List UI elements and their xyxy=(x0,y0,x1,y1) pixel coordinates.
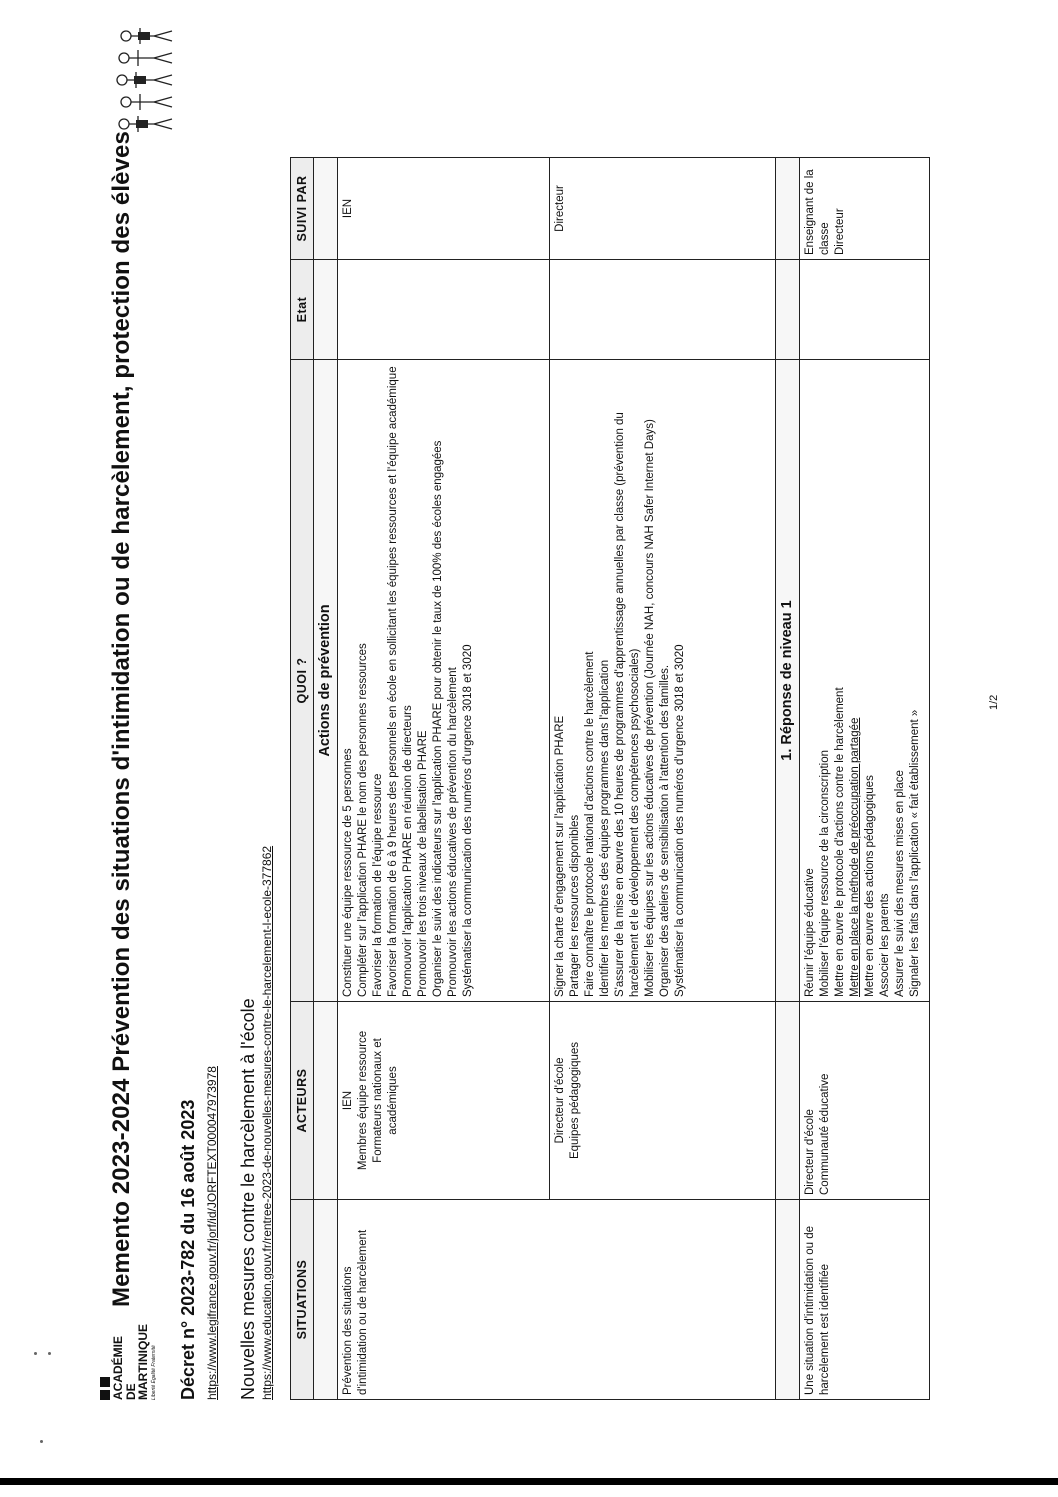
logo-motto: Liberté Égalité Fraternité xyxy=(150,1345,157,1400)
page-number: 1/2 xyxy=(988,694,1000,710)
header-situations: SITUATIONS xyxy=(291,1200,314,1400)
section-title-niveau1: 1. Réponse de niveau 1 xyxy=(776,360,800,1002)
situation-cell: Prévention des situations d'intimidation ou de harcèlement xyxy=(338,1200,776,1400)
action-item: Systématiser la communication des numéros d'urgence 3018 et 3020 xyxy=(461,644,474,997)
action-item: Signaler les faits dans l'application « fait établissement » xyxy=(908,709,921,997)
action-item: Compléter sur l'application PHARE le nom des personnes ressources xyxy=(357,643,370,997)
acteur: Membres équipe ressource xyxy=(357,1030,370,1171)
etat-cell xyxy=(799,260,929,360)
header-etat: Etat xyxy=(291,260,314,360)
memento-table xyxy=(290,157,930,1400)
scan-dot xyxy=(40,1440,43,1443)
action-item: Promouvoir les trois niveaux de labellisation PHARE xyxy=(416,730,429,997)
action-item: Mobiliser les équipes sur les actions éducatives de prévention (Journée NAH, concours NAH Safer Internet Days) xyxy=(643,419,656,997)
suivi-cell: Directeur xyxy=(550,158,776,260)
children-illustration-icon xyxy=(114,18,176,136)
situation-cell: Une situation d'intimidation ou de harcèlement est identifiée xyxy=(799,1200,929,1400)
action-item: Organiser des ateliers de sensibilisation à l'attention des familles. xyxy=(658,664,671,997)
table-header-row xyxy=(291,158,314,1400)
action-item: Signer la charte d'engagement sur l'application PHARE xyxy=(554,715,567,997)
action-item: Promouvoir les actions éducatives de prévention du harcèlement xyxy=(446,667,459,997)
action-item: Partager les ressources disponibles xyxy=(569,814,582,997)
action-item: Associer les parents xyxy=(878,893,891,997)
action-item: Organiser le suivi des indicateurs sur l'application PHARE pour obtenir le taux de 100% des écoles engagées xyxy=(431,440,444,997)
action-item: S'assurer de la mise en œuvre des 10 heures de programmes d'apprentissage annuelles par classe (prévention du harcèlement et le développement des compétences psychosociales) xyxy=(613,412,641,997)
scan-band xyxy=(0,1478,1058,1485)
decree-reference: Décret n° 2023-782 du 16 août 2023 xyxy=(178,1099,198,1400)
quoi-cell xyxy=(550,360,776,1002)
acteur: IEN xyxy=(342,1090,355,1111)
acteurs-cell xyxy=(338,1002,550,1200)
section-row xyxy=(314,158,338,1400)
quoi-cell xyxy=(338,360,550,1002)
page-title: Memento 2023-2024 Prévention des situations d'intimidation ou de harcèlement, protection des élèves xyxy=(108,131,135,1307)
action-item: Réunir l'équipe éducative xyxy=(803,868,816,997)
section-title-prevention: Actions de prévention xyxy=(314,360,338,1002)
acteur: Equipes pédagogiques xyxy=(569,1041,582,1160)
action-item: Faire connaître le protocole national d'actions contre le harcèlement xyxy=(583,651,596,997)
header-acteurs: ACTEURS xyxy=(291,1002,314,1200)
action-item: Mettre en œuvre des actions pédagogiques xyxy=(863,775,876,997)
action-item: Mobiliser l'équipe ressource de la circonscription xyxy=(818,749,831,997)
suivi-cell xyxy=(799,158,929,260)
action-item: Assurer le suivi des mesures mises en place xyxy=(893,770,906,997)
academie-logo xyxy=(100,1325,157,1400)
header xyxy=(100,131,157,1400)
etat-cell xyxy=(550,260,776,360)
logo-line2: DE MARTINIQUE xyxy=(123,1324,151,1400)
table-row xyxy=(799,158,929,1400)
etat-cell xyxy=(338,260,550,360)
action-item: Promouvoir l'application PHARE en réunion de directeurs xyxy=(401,705,414,997)
suivi-item: Enseignant de la classe xyxy=(803,169,831,255)
action-item: Favoriser la formation de l'équipe ressource xyxy=(371,773,384,997)
quoi-cell xyxy=(799,360,929,1002)
scan-dot xyxy=(34,1352,37,1355)
scan-dot xyxy=(48,1352,51,1355)
news-link[interactable]: https://www.education.gouv.fr/rentree-2023-de-nouvelles-mesures-contre-le-harcelement-l-ecole-377862 xyxy=(260,845,274,1400)
acteur: Directeur d'école xyxy=(803,1109,816,1195)
action-item: Constituer une équipe ressource de 5 personnes xyxy=(342,748,355,997)
news-title: Nouvelles mesures contre le harcèlement à l'école xyxy=(238,998,258,1400)
acteur: Communauté éducative xyxy=(818,1073,831,1195)
acteur: Formateurs nationaux et académiques xyxy=(371,1038,399,1163)
action-item: Identifier les membres des équipes programmes dans l'application xyxy=(598,659,611,997)
rotated-page xyxy=(100,0,1040,1400)
acteurs-cell xyxy=(799,1002,929,1200)
action-item: Systématiser la communication des numéros d'urgence 3018 et 3020 xyxy=(673,644,686,997)
acteur: Directeur d'école xyxy=(554,1057,567,1144)
action-item: Mettre en place la méthode de préoccupation partagée xyxy=(848,717,861,997)
acteurs-cell xyxy=(550,1002,776,1200)
action-item: Favoriser la formation de 6 à 9 heures des personnels en école en sollicitant les équipes ressources et l'équipe académique xyxy=(386,366,399,997)
suivi-item: Directeur xyxy=(833,208,846,255)
suivi-cell: IEN xyxy=(338,158,550,260)
header-quoi: QUOI ? xyxy=(291,360,314,1002)
logo-line1: ACADÉMIE xyxy=(111,1335,125,1400)
action-item: Mettre en œuvre le protocole d'actions contre le harcèlement xyxy=(833,687,846,997)
section-row xyxy=(776,158,800,1400)
header-suivi: SUIVI PAR xyxy=(291,158,314,260)
table-row xyxy=(338,158,550,1400)
decree-link[interactable]: https://www.legifrance.gouv.fr/jorf/id/JORFTEXT000047973978 xyxy=(205,1066,219,1400)
marianne-logo-icon xyxy=(100,1325,110,1400)
